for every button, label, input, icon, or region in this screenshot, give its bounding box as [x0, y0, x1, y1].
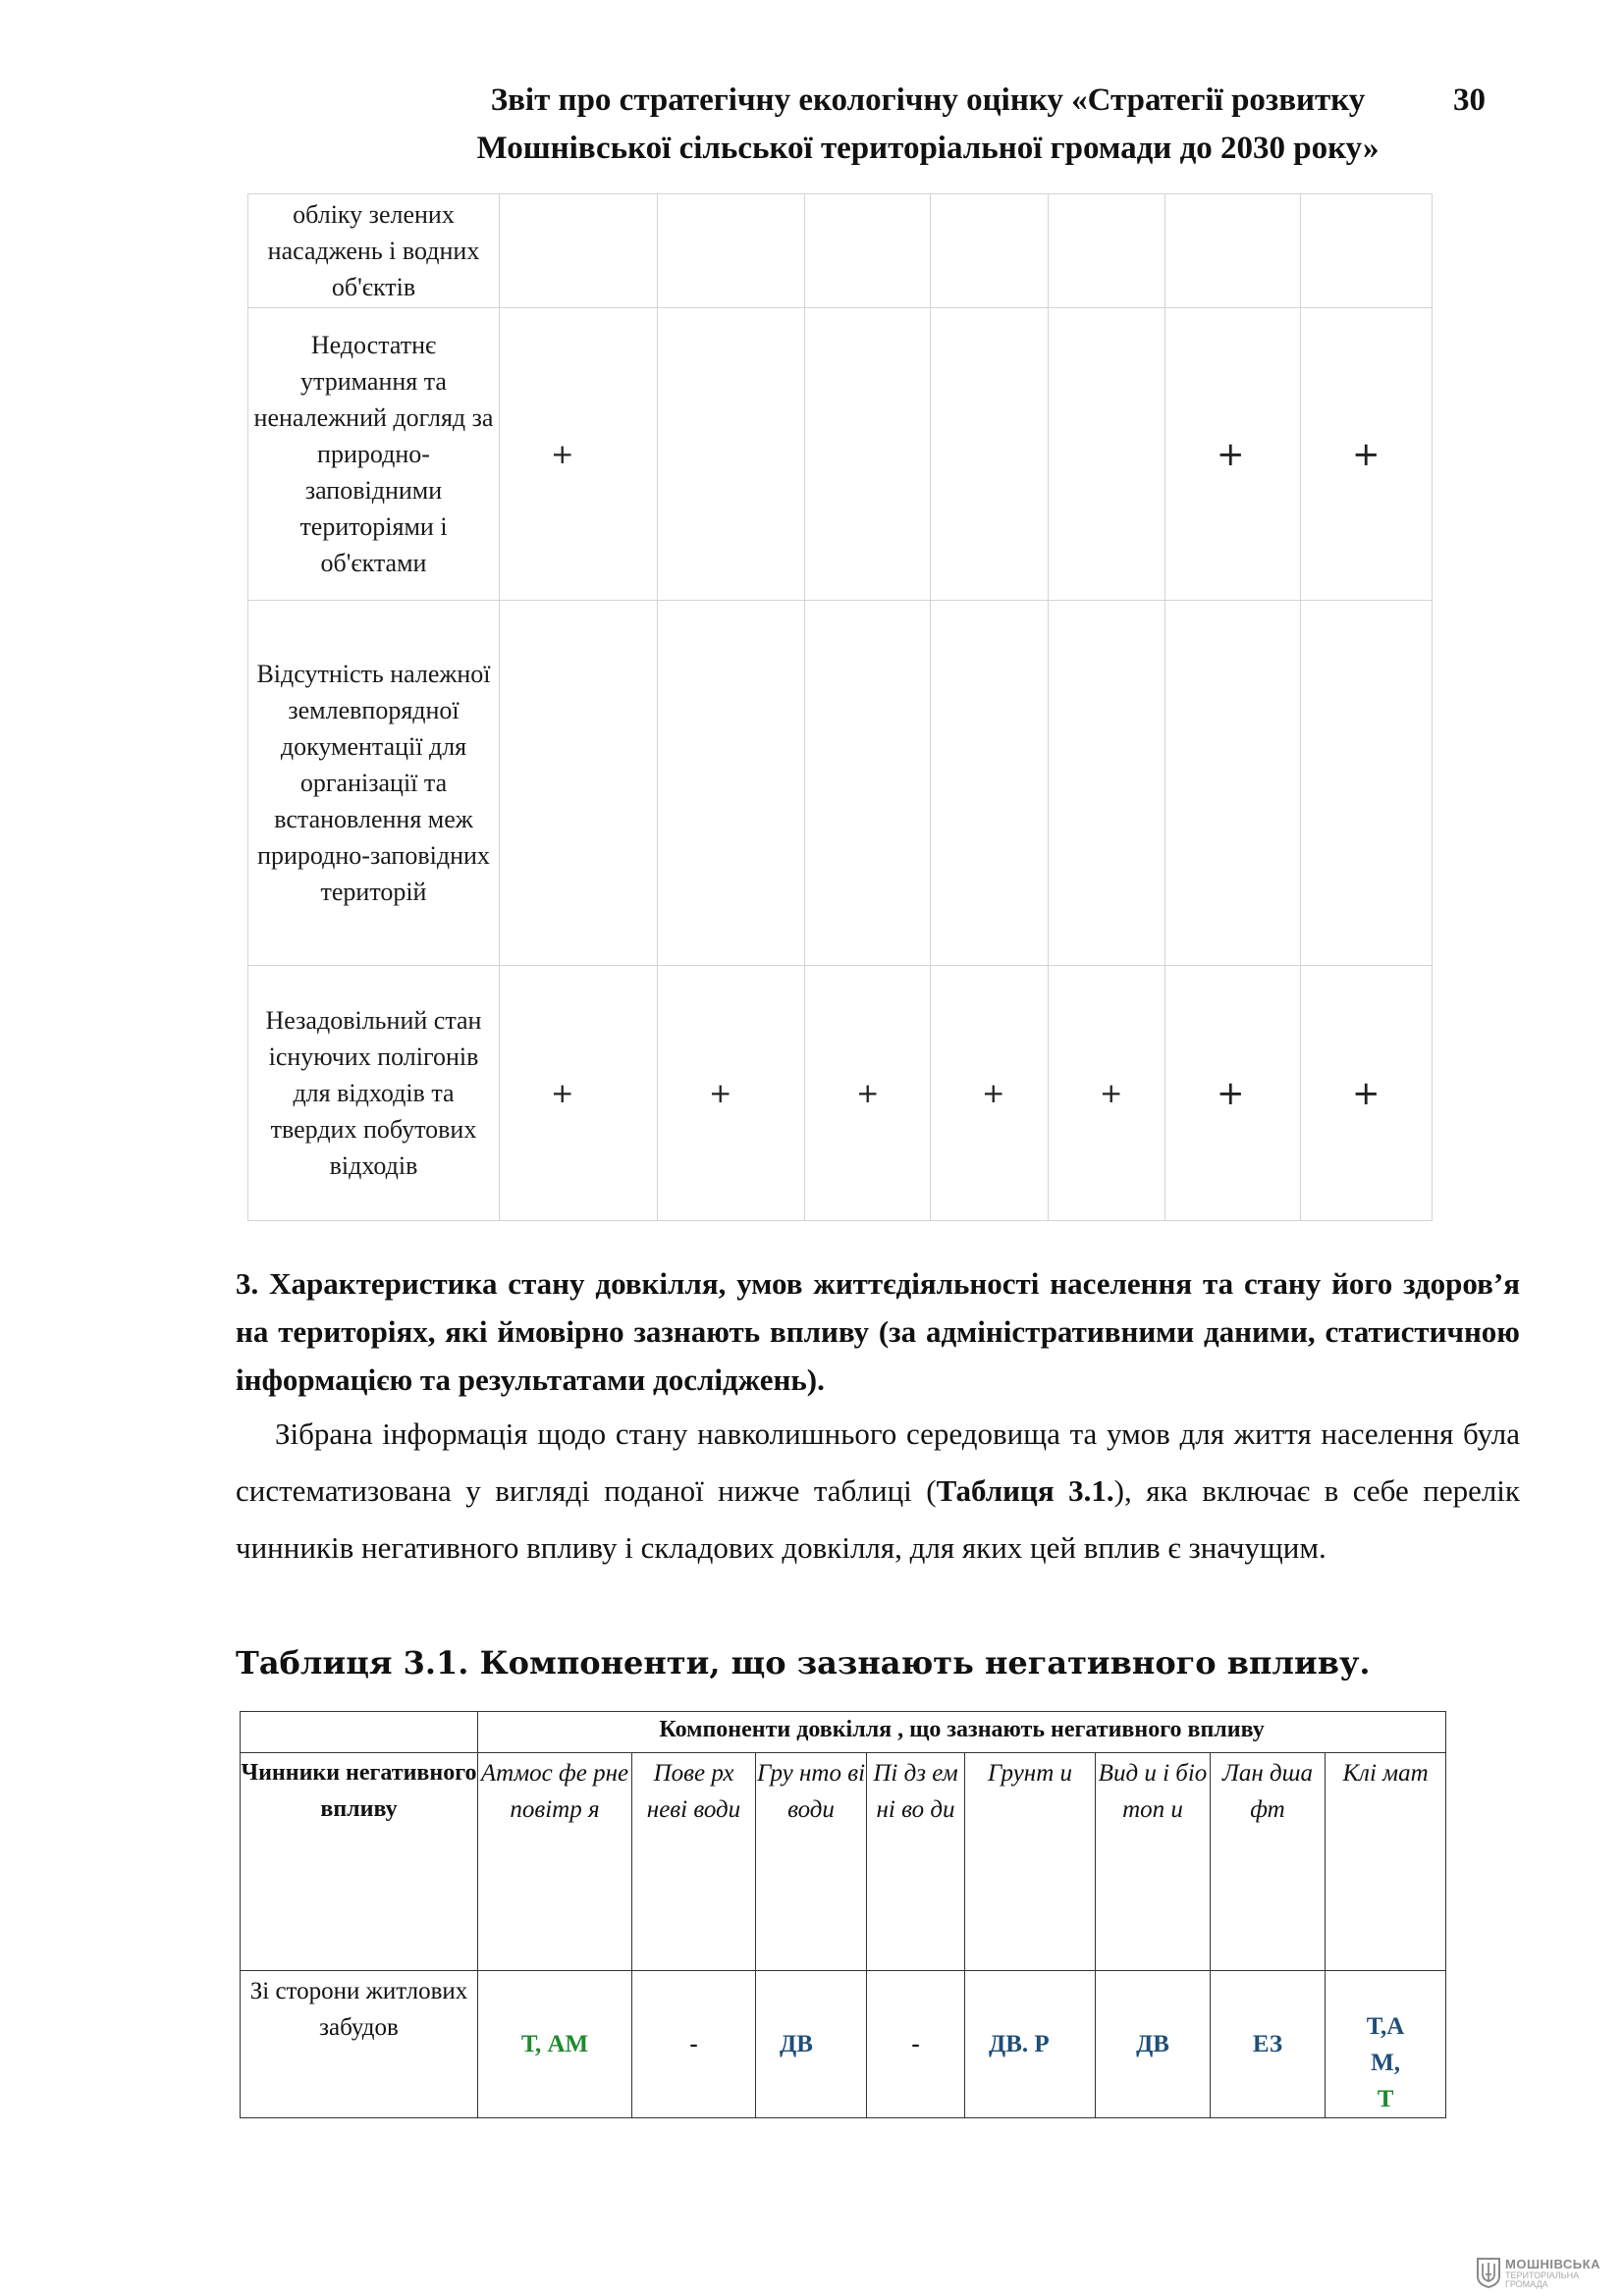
column-header: Пове рх неві води [632, 1753, 756, 1971]
trident-shield-icon [1476, 2257, 1501, 2288]
logo-line-2 [1505, 2271, 1579, 2289]
header-line-1: Звіт про стратегічну екологічну оцінку «Стратегії розвитку [490, 82, 1366, 118]
column-header: Лан дша фт [1211, 1753, 1326, 1971]
table-cell [1301, 194, 1433, 308]
table-cell [805, 194, 931, 308]
table-header-row [241, 1753, 1446, 1971]
table-cell [931, 601, 1049, 966]
column-header: Гру нто ві води [756, 1753, 867, 1971]
table-row [248, 308, 1433, 601]
climate-value-1: Т,А [1366, 2013, 1405, 2040]
community-logo [1476, 2255, 1613, 2290]
table-row [241, 1971, 1446, 2118]
table-cell [658, 194, 805, 308]
table-row [248, 601, 1433, 966]
column-header: Вид и і біо топ и [1096, 1753, 1211, 1971]
table-cell [1049, 194, 1165, 308]
table-cell: ДВ. Р [965, 1971, 1096, 2118]
table-cell: + [1301, 966, 1433, 1221]
table-reference: Таблиця 3.1. [936, 1473, 1114, 1508]
table-header-row [241, 1712, 1446, 1753]
column-header: Пі дз ем ні во ди [867, 1753, 965, 1971]
table-cell [1049, 601, 1165, 966]
super-header: Компоненти довкілля , що зазнають негативного впливу [478, 1712, 1446, 1753]
table-cell [805, 601, 931, 966]
table-cell: ЕЗ [1211, 1971, 1326, 2118]
table-cell: + [1165, 308, 1301, 601]
table-cell [500, 601, 658, 966]
table-cell [500, 194, 658, 308]
table-cell: + [805, 966, 931, 1221]
row-label: Зі сторони житлових забудов [241, 1971, 478, 2118]
climate-value-3: Т [1377, 2086, 1394, 2112]
body-paragraph [236, 1406, 1520, 1576]
logo-line-3-text: ГРОМАДА [1505, 2279, 1548, 2289]
table-cell [1049, 308, 1165, 601]
table-caption: Таблиця 3.1. Компоненти, що зазнають негативного впливу. [236, 1644, 1371, 1682]
table-cell: + [1049, 966, 1165, 1221]
climate-value-2: М, [1371, 2050, 1400, 2076]
row-header: Чинники негативного впливу [241, 1753, 478, 1971]
table-cell: Т, АМ [478, 1971, 632, 2118]
table-cell: ДВ [756, 1971, 867, 2118]
row-label: обліку зелених насаджень і водних об'єктів [248, 194, 500, 308]
table-cell: + [500, 966, 658, 1221]
table-cell [658, 601, 805, 966]
row-label: Недостатнє утримання та неналежний догляд за природно-заповідними територіями і об'єктами [248, 308, 500, 601]
header-line-2: Мошнівської сільської територіальної громади до 2030 року» [476, 131, 1380, 166]
components-table [240, 1711, 1446, 2118]
table-cell [931, 308, 1049, 601]
table-row [248, 194, 1433, 308]
table-row [248, 966, 1433, 1221]
page-header-title [407, 77, 1448, 173]
paragraph-text: ), яка включає в себе перелік чинників негативного впливу і складових довкілля, для яких цей вплив є значущим. [236, 1473, 1520, 1565]
page-number: 30 [1453, 82, 1486, 118]
table-corner-cell [241, 1712, 478, 1753]
table-cell [658, 308, 805, 601]
table-cell [931, 194, 1049, 308]
logo-line-1: МОШНІВСЬКА [1505, 2257, 1600, 2271]
table-cell: + [1165, 966, 1301, 1221]
table-cell [1301, 601, 1433, 966]
table-cell: - [632, 1971, 756, 2118]
column-header: Атмос фе рне повітр я [478, 1753, 632, 1971]
table-cell [1165, 601, 1301, 966]
section-heading: 3. Характеристика стану довкілля, умов життєдіяльності населення та стану його здоров’я на територіях, які ймовірно зазнають впливу (за адміністративними даними, статистичною інформацією та результатами досліджень). [236, 1266, 1520, 1397]
table-cell: + [1301, 308, 1433, 601]
table-cell: ДВ [1096, 1971, 1211, 2118]
paragraph-text: Зібрана інформація щодо стану навколишнього середовища та умов для життя населення була систематизована у вигляді поданої нижче таблиці ( [236, 1416, 1520, 1508]
climate-cell [1326, 1971, 1446, 2118]
table-cell: + [500, 308, 658, 601]
table-cell [1165, 194, 1301, 308]
table-cell: + [658, 966, 805, 1221]
row-label: Незадовільний стан існуючих полігонів для відходів та твердих побутових відходів [248, 966, 500, 1221]
factors-table-continued [247, 193, 1433, 1221]
column-header: Грунт и [965, 1753, 1096, 1971]
table-cell: + [931, 966, 1049, 1221]
row-label: Відсутність належної землевпорядної документації для організації та встановлення меж природно-заповідних територій [248, 601, 500, 966]
table-cell: - [867, 1971, 965, 2118]
column-header: Клі мат [1326, 1753, 1446, 1971]
table-cell [805, 308, 931, 601]
logo-line-2-text: ТЕРИТОРІАЛЬНА [1505, 2270, 1580, 2280]
